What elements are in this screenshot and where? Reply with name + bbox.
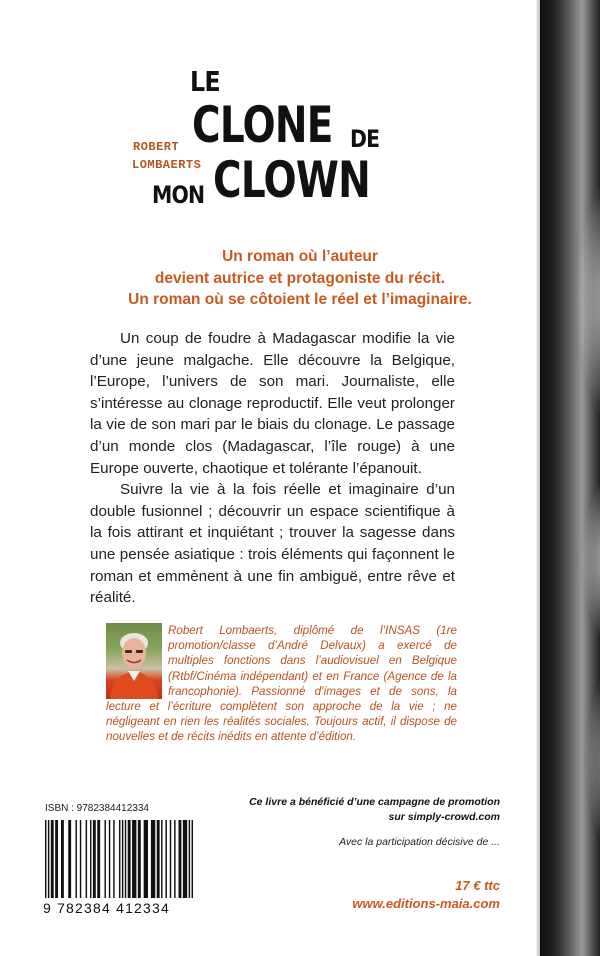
synopsis-paragraph: Suivre la vie à la fois réelle et imaginaire d’un double fusionnel ; découvrir un espace scientifique à la fois attirant et inquiétant ; trouver la sagesse dans une pensée asiatique : trois éléments qui façonnent le roman et emmènent à une fin ambiguë, entre rêve et réalité. <box>90 481 455 607</box>
barcode-bar <box>170 820 171 898</box>
title-word-mon: MON <box>152 181 205 209</box>
barcode-bar <box>189 820 190 898</box>
barcode-bar <box>183 820 187 898</box>
barcode-bar <box>122 820 123 898</box>
barcode-bar <box>165 820 166 898</box>
barcode-bar <box>104 820 105 898</box>
barcode-digits: 9 782384 412334 <box>43 900 170 916</box>
promotion-line: Ce livre a bénéficié d’une campagne de promotion <box>249 796 500 808</box>
title-word-clown: CLOWN <box>213 151 370 209</box>
barcode-bar <box>178 820 181 898</box>
barcode-bar <box>113 820 114 898</box>
barcode-bar <box>128 820 131 898</box>
barcode <box>45 820 193 898</box>
barcode-bar <box>90 820 91 898</box>
front-cover-photo-edge <box>540 0 600 956</box>
barcode-bar <box>75 820 76 898</box>
barcode-bar <box>174 820 175 898</box>
barcode-bar <box>61 820 64 898</box>
title-word-de: DE <box>350 125 380 153</box>
barcode-bar <box>93 820 96 898</box>
barcode-bar <box>45 820 46 898</box>
author-last-name: LOMBAERTS <box>132 158 202 172</box>
barcode-bar <box>157 820 160 898</box>
spine-shadow <box>536 0 542 956</box>
barcode-bar <box>119 820 120 898</box>
promotion-site: sur simply-crowd.com <box>388 810 500 823</box>
title-word-le: LE <box>190 65 220 98</box>
barcode-bar <box>151 820 155 898</box>
title-word-clone: CLONE <box>192 96 333 154</box>
barcode-bar <box>97 820 100 898</box>
barcode-bar <box>80 820 81 898</box>
tagline <box>60 246 540 311</box>
barcode-bar <box>132 820 136 898</box>
barcode-bar <box>55 820 58 898</box>
barcode-bar <box>51 820 54 898</box>
synopsis <box>90 328 455 609</box>
synopsis-paragraph: Un coup de foudre à Madagascar modifie la vie d’une jeune malgache. Elle découvre la Belgique, l’Europe, l’univers de son mari. Journaliste, elle s’intéresse au clonage reproductif. Elle veut prolonger la vie de son mari par le biais du clonage. Le passage d’un monde clos (Madagascar, l’île rouge) à une Europe ouverte, chaotique et tolérante l’épanouit. <box>90 330 455 477</box>
barcode-bar <box>144 820 148 898</box>
tagline-line: devient autrice et protagoniste du récit. <box>154 269 446 287</box>
tagline-line: Un roman où se côtoient le réel et l’imaginaire. <box>128 291 472 308</box>
author-first-name: ROBERT <box>133 140 180 154</box>
barcode-bar <box>68 820 71 898</box>
barcode-bar <box>161 820 162 898</box>
tagline-line: Un roman où l’auteur <box>222 248 378 265</box>
price: 17 € ttc <box>455 878 500 893</box>
participation-note: Avec la participation décisive de ... <box>339 836 500 848</box>
author-bio-text: Robert Lombaerts, diplômé de l’INSAS (1re promotion/classe d’André Delvaux) a exercé de multiples fonctions dans l’audiovisuel en Belgique (Rtbf/Cinéma indépendant) et en France (Agence de la francophonie). Passionné d’images et de sons, la lecture et l’écriture complètent son approche de la vie ; ne négligeant en rien les réalités sociales. Toujours actif, il dispose de nouvelles et de récits inédits en attente d’édition. <box>106 624 457 744</box>
barcode-bar <box>86 820 87 898</box>
barcode-bar <box>192 820 193 898</box>
barcode-bar <box>48 820 49 898</box>
barcode-bar <box>125 820 126 898</box>
barcode-bar <box>138 820 141 898</box>
author-bio <box>106 623 457 745</box>
isbn-label: ISBN : 9782384412334 <box>45 803 149 814</box>
publisher-website: www.editions-maia.com <box>352 896 500 911</box>
barcode-bar <box>109 820 110 898</box>
promotion-note <box>215 795 500 824</box>
